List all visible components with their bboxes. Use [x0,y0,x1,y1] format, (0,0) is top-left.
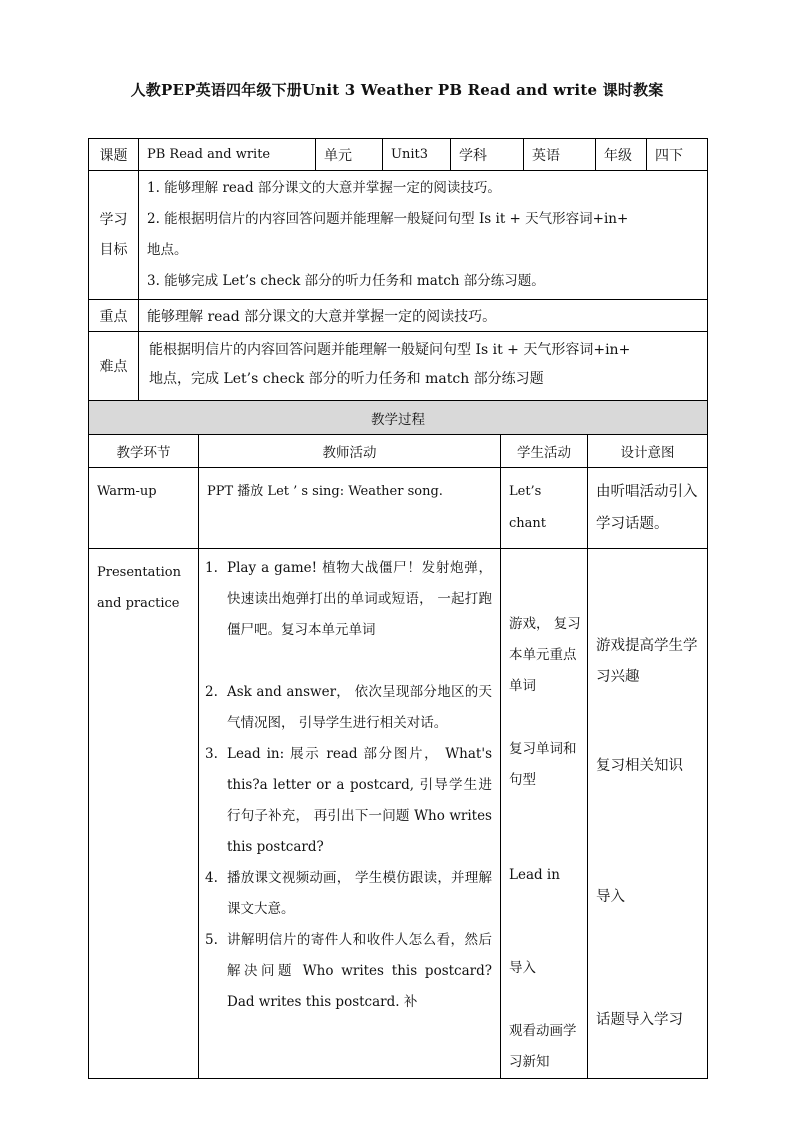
design-intent: 复习相关知识 [596,758,683,774]
difficulty-line: 能根据明信片的内容回答问题并能理解一般疑问句型 Is it + 天气形容词+in+ [149,342,631,358]
lesson-info-table [88,138,708,401]
goal-line: 地点。 [147,242,188,258]
unit-value: Unit3 [383,139,451,171]
presentation-stage-line-1: Presentation [97,565,181,580]
difficulty-label: 难点 [89,332,139,401]
teacher-step [205,925,492,1018]
student-activity: 观看动画学习新知 [509,1023,577,1070]
step-text: Lead in: 展示 read 部分图片， What's this?a letter or a postcard, 引导学生进行句子补充， 再引出下一问题 Who writes this postcard? [227,746,492,855]
process-band-title: 教学过程 [89,401,708,435]
grade-value: 四下 [647,139,708,171]
student-activity: 导入 [509,960,536,976]
step-number: 3. [205,746,218,762]
goals-cell [139,171,708,300]
subject-value: 英语 [524,139,596,171]
teacher-step [205,863,492,925]
student-activity: 复习单词和句型 [509,741,577,788]
goals-label-line-1: 学习 [99,212,128,228]
grade-label: 年级 [596,139,647,171]
step-number: 2. [205,684,218,700]
step-number: 1. [205,560,218,576]
key-label: 重点 [89,300,139,332]
teacher-step [205,553,492,646]
step-text: Ask and answer， 依次呈现部分地区的天气情况图， 引导学生进行相关对话。 [227,684,492,731]
goals-label-line-2: 目标 [99,242,128,258]
difficulty-line: 地点，完成 Let’s check 部分的听力任务和 match 部分练习题 [149,371,544,387]
teacher-steps [199,549,501,1079]
step-text: 讲解明信片的寄件人和收件人怎么看，然后解决问题 Who writes this postcard? Dad writes this postcard. 补 [227,932,492,1010]
design-intent: 导入 [596,889,625,905]
header-stage: 教学环节 [89,435,199,468]
step-text: 播放课文视频动画， 学生模仿跟读，并理解课文大意。 [227,870,492,917]
design-intent: 话题导入学习 [596,1012,683,1028]
step-number: 4. [205,870,218,886]
unit-label: 单元 [316,139,383,171]
header-teacher: 教师活动 [199,435,501,468]
topic-label: 课题 [89,139,139,171]
student-activity: Lead in [509,867,560,883]
student-activity: 游戏， 复习本单元重点单词 [509,616,581,694]
design-intent: 游戏提高学生学习兴趣 [596,638,698,685]
goal-line: 1. 能够理解 read 部分课文的大意并掌握一定的阅读技巧。 [147,180,501,196]
key-value: 能够理解 read 部分课文的大意并掌握一定的阅读技巧。 [139,300,708,332]
header-student: 学生活动 [501,435,588,468]
teaching-process-table [88,400,708,1079]
goal-line: 2. 能根据明信片的内容回答问题并能理解一般疑问句型 Is it + 天气形容词+in+ [147,211,629,227]
warmup-stage: Warm-up [89,468,199,549]
goals-label [89,171,139,300]
presentation-stage [89,549,199,1079]
goal-line: 3. 能够完成 Let’s check 部分的听力任务和 match 部分练习题。 [147,273,545,289]
warmup-intent: 由听唱活动引入学习话题。 [588,468,708,549]
student-activities [501,549,588,1079]
header-intent: 设计意图 [588,435,708,468]
topic-value: PB Read and write [139,139,316,171]
teacher-step [205,739,492,863]
document-title: 人教PEP英语四年级下册Unit 3 Weather PB Read and write 课时教案 [130,81,664,99]
step-text: Play a game! 植物大战僵尸！发射炮弹， 快速读出炮弹打出的单词或短语， 一起打跑僵尸吧。复习本单元单词 [227,560,492,638]
subject-label: 学科 [451,139,524,171]
design-intents [588,549,708,1079]
warmup-student: Let’s chant [501,468,588,549]
difficulty-cell [139,332,708,401]
step-number: 5. [205,932,218,948]
presentation-stage-line-2: and practice [97,596,180,611]
warmup-teacher: PPT 播放 Let ’ s sing: Weather song. [199,468,501,549]
teacher-step [205,677,492,739]
